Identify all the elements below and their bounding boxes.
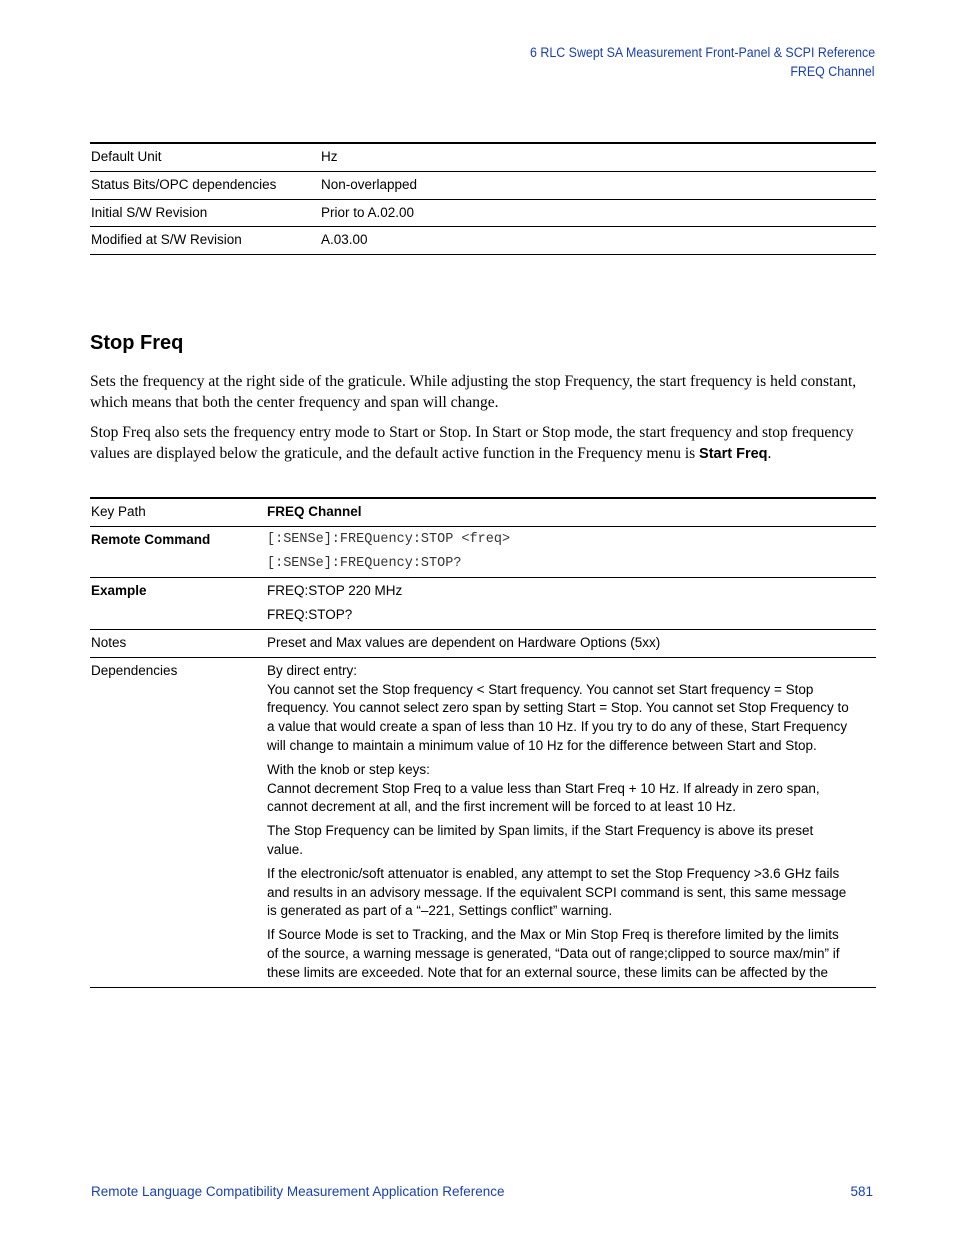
dependency-paragraph: By direct entry: You cannot set the Stop frequency < Start frequency. You cannot set Start frequency = Stop frequency. You cannot select zero span by setting Start = Stop. You cannot set Stop Frequency to a value that would create a span of less than 10 Hz. If you try to do any of these, Start Frequency will change to maintain a minimum value of 10 Hz for the difference between Start and Stop. — [267, 662, 849, 753]
table-row — [90, 143, 876, 171]
remote-command-set: [:SENSe]:FREQuency:STOP <freq> — [267, 531, 511, 547]
table-row-notes — [90, 629, 876, 657]
row-key: Initial S/W Revision — [91, 204, 208, 220]
page-number: 581 — [850, 1184, 873, 1199]
paragraph-end: . — [767, 444, 772, 462]
table-row-remote-query — [90, 554, 876, 578]
running-header-chapter: 6 RLC Swept SA Measurement Front-Panel & SCPI Reference — [529, 45, 875, 60]
row-value: A.03.00 — [321, 232, 368, 248]
notes-label: Notes — [91, 634, 127, 650]
example-query: FREQ:STOP? — [267, 607, 353, 623]
remote-command-query: [:SENSe]:FREQuency:STOP? — [267, 555, 462, 571]
row-value: Hz — [321, 149, 338, 164]
table-row-example-query — [90, 605, 876, 629]
row-value: Prior to A.02.00 — [321, 204, 415, 220]
remote-command-label: Remote Command — [91, 531, 211, 547]
notes-value: Preset and Max values are dependent on Hardware Options (5xx) — [267, 634, 661, 650]
section-heading: Stop Freq — [90, 332, 184, 354]
dependency-paragraph: The Stop Frequency can be limited by Span limits, if the Start Frequency is above its preset value. — [267, 823, 814, 857]
key-path-label: Key Path — [91, 504, 146, 519]
section-paragraph-2 — [90, 423, 876, 464]
running-header-section: FREQ Channel — [790, 64, 875, 79]
table-row — [90, 199, 876, 227]
dependency-paragraph: If the electronic/soft attenuator is enabled, any attempt to set the Stop Frequency >3.6 GHz fails and results in an advisory message. If the equivalent SCPI command is sent, this same message is generated as part of a “–221, Settings conflict” warning. — [267, 865, 847, 919]
table-row-remote-command — [90, 526, 876, 553]
dependencies-label: Dependencies — [91, 662, 178, 678]
table-row — [90, 227, 876, 255]
previous-command-table — [90, 142, 876, 255]
table-row-dependencies — [90, 657, 876, 987]
row-value: Non-overlapped — [321, 176, 418, 192]
example-label: Example — [91, 583, 147, 599]
footer-title: Remote Language Compatibility Measurement Application Reference — [91, 1184, 505, 1199]
dependency-paragraph: With the knob or step keys: Cannot decrement Stop Freq to a value less than Start Freq + 10 Hz. If already in zero span, cannot decrement at all, and the first increment will be forced to at least 10 Hz. — [267, 761, 820, 815]
table-row-key-path — [90, 498, 876, 526]
section-paragraph-1: Sets the frequency at the right side of the graticule. While adjusting the stop Frequency, the start frequency is held constant, which means that both the center frequency and span will change. — [90, 373, 857, 411]
row-key: Modified at S/W Revision — [91, 232, 242, 248]
paragraph-text: Stop Freq also sets the frequency entry mode to Start or Stop. In Start or Stop mode, the start frequency and stop frequency values are displayed below the graticule, and the default active function in the Frequency menu is — [90, 424, 854, 462]
dependencies-value — [266, 657, 876, 987]
softkey-reference: Start Freq — [699, 445, 768, 462]
example-set: FREQ:STOP 220 MHz — [267, 583, 403, 599]
table-row — [90, 171, 876, 199]
dependency-paragraph: If Source Mode is set to Tracking, and the Max or Min Stop Freq is therefore limited by the limits of the source, a warning message is generated, “Data out of range;clipped to source max/min” if these limits are exceeded. Note that for an external source, these limits can be affected by the — [267, 927, 840, 980]
stop-freq-command-table — [90, 497, 876, 988]
table-row-example — [90, 578, 876, 605]
row-key: Status Bits/OPC dependencies — [91, 176, 277, 192]
key-path-value: FREQ Channel — [267, 504, 362, 519]
row-key: Default Unit — [91, 149, 162, 164]
